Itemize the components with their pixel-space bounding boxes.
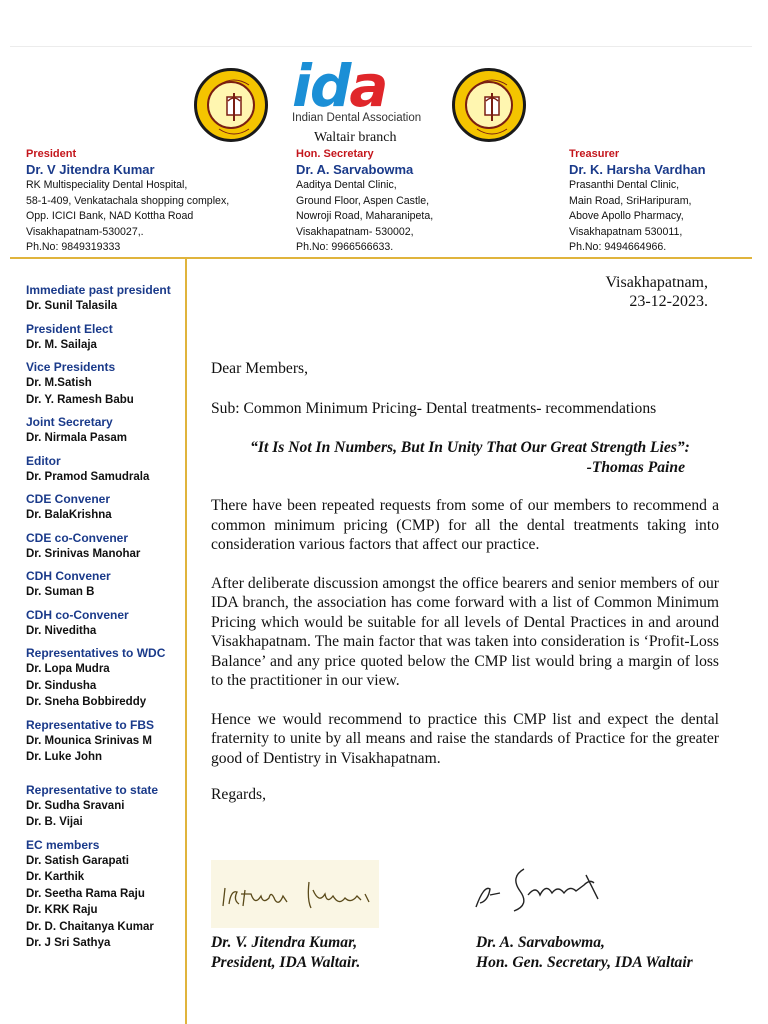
signatory-name: Dr. V. Jitendra Kumar, [211, 934, 358, 951]
committee-member: Dr. Pramod Samudrala [26, 470, 150, 483]
committee-group [26, 607, 186, 640]
header-divider [10, 257, 752, 259]
committee-group [26, 568, 186, 601]
bearer-address-line: Nowroji Road, Maharanipeta, [296, 210, 434, 222]
committee-title: President Elect [26, 321, 113, 336]
committee-title: Representative to state [26, 782, 159, 797]
committee-sidebar [26, 282, 186, 958]
treasurer-block [569, 147, 706, 256]
president-signatory [211, 933, 360, 973]
letter-place: Visakhapatnam, [605, 274, 708, 291]
committee-member: Dr. Karthik [26, 871, 85, 883]
committee-group [26, 414, 186, 447]
bearer-address-line: Opp. ICICI Bank, NAD Kottha Road [26, 210, 194, 222]
ida-waltair-seal-right [452, 68, 526, 142]
bearer-phone: Ph.No: 9849319333 [26, 241, 121, 253]
bearer-address-line: RK Multispeciality Dental Hospital, [26, 179, 188, 191]
secretary-signature [466, 855, 616, 925]
top-divider [10, 46, 752, 47]
bearer-role: Treasurer [569, 148, 620, 160]
letter-subject: Sub: Common Minimum Pricing- Dental treatments- recommendations [211, 399, 657, 417]
committee-member: Dr. KRK Raju [26, 904, 98, 916]
committee-title: EC members [26, 837, 100, 852]
bearer-phone: Ph.No: 9494664966. [569, 241, 667, 253]
committee-group [26, 453, 186, 486]
bearer-name: Dr. V Jitendra Kumar [26, 162, 155, 177]
bearer-phone: Ph.No: 9966566633. [296, 241, 394, 253]
secretary-signatory [476, 933, 693, 973]
committee-title: CDE Convener [26, 492, 111, 506]
bearer-name: Dr. K. Harsha Vardhan [569, 162, 706, 177]
committee-member: Dr. Seetha Rama Raju [26, 887, 145, 900]
committee-member: Dr. B. Vijai [26, 816, 83, 828]
letter-date: 23-12-2023. [629, 293, 708, 310]
bearer-name: Dr. A. Sarvabowma [296, 162, 414, 177]
committee-group [26, 530, 186, 563]
letter-closing: Regards, [211, 786, 266, 803]
committee-group [26, 359, 186, 408]
bearer-address-line: Prasanthi Dental Clinic, [569, 179, 680, 191]
signatory-title: President, IDA Waltair. [211, 954, 361, 971]
letter-quote-author: -Thomas Paine [586, 458, 685, 476]
letter-quote: “It Is Not In Numbers, But In Unity That Our Great Strength Lies”: [250, 439, 690, 456]
committee-member: Dr. M.Satish [26, 377, 92, 389]
committee-member: Dr. Mounica Srinivas M [26, 734, 152, 747]
ida-logo [292, 52, 432, 124]
committee-group [26, 717, 186, 766]
letter-greeting: Dear Members, [211, 360, 308, 377]
committee-member: Dr. M. Sailaja [26, 338, 97, 351]
committee-member: Dr. BalaKrishna [26, 509, 112, 521]
committee-member: Dr. Sudha Sravani [26, 799, 125, 812]
bearer-address-line: Main Road, SriHaripuram, [569, 194, 692, 207]
committee-title: Immediate past president [26, 283, 171, 297]
bearer-address-line: Visakhapatnam- 530002, [296, 225, 414, 238]
committee-member: Dr. Sneha Bobbireddy [26, 696, 147, 708]
committee-member: Dr. Sindusha [26, 679, 97, 692]
letter-paragraph: After deliberate discussion amongst the office bearers and senior members of our IDA branch, the association has come forward with a list of Common Minimum Pricing which would be suitable for all levels of Dental Practices in and around Visakhapatnam. The main factor that was taken into consideration is ‘Profit-Loss Balance’ and any price quoted below the CMP list would bring a margin of loss to the practitioner in our view. [211, 574, 719, 689]
committee-member: Dr. Sunil Talasila [26, 300, 118, 312]
branch-name: Waltair branch [314, 130, 397, 145]
letter-body [211, 359, 719, 805]
committee-group [26, 645, 186, 711]
bearer-address-line: 58-1-409, Venkatachala shopping complex, [26, 194, 230, 207]
committee-member: Dr. Nirmala Pasam [26, 432, 128, 444]
ida-logo-text: ida [292, 52, 387, 120]
committee-member: Dr. Y. Ramesh Babu [26, 393, 134, 406]
ida-waltair-seal-left [194, 68, 268, 142]
committee-title: Editor [26, 453, 61, 468]
committee-title: Representative to FBS [26, 717, 155, 732]
bearer-address-line: Aaditya Dental Clinic, [296, 179, 397, 191]
committee-group [26, 282, 186, 315]
committee-title: Vice Presidents [26, 360, 116, 374]
president-signature [211, 860, 379, 928]
committee-title: CDE co-Convener [26, 530, 129, 545]
committee-title: CDH co-Convener [26, 607, 129, 622]
committee-group [26, 321, 186, 354]
president-block [26, 147, 229, 256]
bearer-address-line: Visakhapatnam-530027,. [26, 225, 144, 238]
committee-member: Dr. J Sri Sathya [26, 937, 111, 949]
secretary-block [296, 147, 433, 256]
committee-title: Joint Secretary [26, 415, 113, 429]
committee-member: Dr. Suman B [26, 586, 95, 598]
committee-group [26, 837, 186, 952]
committee-member: Dr. Niveditha [26, 624, 97, 637]
committee-member: Dr. D. Chaitanya Kumar [26, 920, 154, 933]
committee-member: Dr. Luke John [26, 751, 103, 763]
committee-title: CDH Convener [26, 569, 111, 583]
letter-paragraph: Hence we would recommend to practice this CMP list and expect the dental fraternity to unite by all means and raise the standards of Practice for the greater good of Dentistry in Visakhapatnam. [211, 710, 719, 767]
letter-paragraph: There have been repeated requests from some of our members to recommend a common minimum pricing (CMP) for all the dental treatments taking into consideration various factors that affect our practice. [211, 497, 719, 553]
committee-group [26, 782, 186, 831]
letter-date-block [605, 273, 708, 311]
bearer-role: Hon. Secretary [296, 148, 374, 160]
committee-member: Dr. Srinivas Manohar [26, 547, 141, 560]
ida-logo-subtitle: Indian Dental Association [292, 112, 422, 124]
committee-member: Dr. Lopa Mudra [26, 663, 110, 675]
bearer-address-line: Above Apollo Pharmacy, [569, 210, 684, 222]
bearer-role: President [26, 148, 77, 160]
bearer-address-line: Ground Floor, Aspen Castle, [296, 194, 430, 207]
signatory-name: Dr. A. Sarvabowma, [476, 934, 605, 951]
committee-group [26, 491, 186, 524]
bearer-address-line: Visakhapatnam 530011, [569, 225, 683, 238]
committee-title: Representatives to WDC [26, 646, 166, 660]
signatory-title: Hon. Gen. Secretary, IDA Waltair [476, 954, 693, 971]
committee-member: Dr. Satish Garapati [26, 854, 129, 867]
